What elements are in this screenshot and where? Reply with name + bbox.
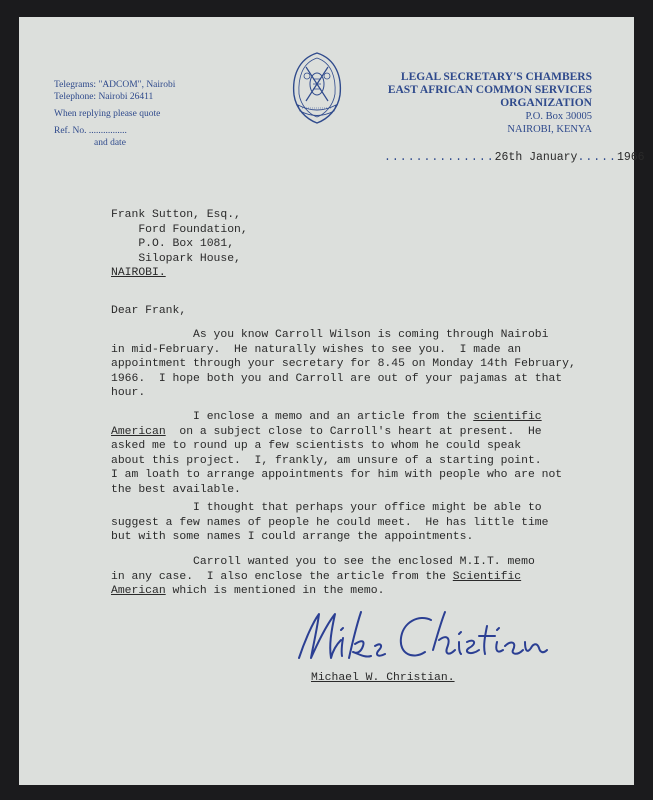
addressee-city: NAIROBI. [111, 267, 166, 280]
coat-of-arms-seal-icon [284, 49, 350, 127]
addressee-line: P.O. Box 1081, [111, 238, 235, 251]
body-paragraph-3: I thought that perhaps your office might be able to suggest a few names of people he could meet. He has little time but with some names I could arrange the appointments. [111, 502, 549, 544]
date-dots-mid: ..... [577, 151, 617, 164]
city: NAIROBI, KENYA [507, 124, 592, 135]
typed-signatory-name: Michael W. Christian. [311, 672, 455, 684]
p4-text: Carroll wanted you to see the enclosed M.I.T. memo in any case. I also enclose the article from the [111, 556, 535, 583]
body-paragraph-2 [111, 410, 591, 498]
telegrams-line: Telegrams: "ADCOM", Nairobi [54, 80, 176, 90]
telephone-line: Telephone: Nairobi 26411 [54, 92, 154, 102]
p2-text: I enclose a memo and an article from the [111, 411, 474, 423]
body-paragraph-4 [111, 555, 591, 599]
p2-journal-title: scientific [473, 411, 542, 423]
p2-text-2: on a subject close to Carroll's heart at present. He asked me to round up a few scientists to whom he could speak about this project. I, frankly, am unsure of a starting point. I am loath to arrange appointments for him with people who are not the best available. [111, 425, 563, 496]
p4-journal-title: Scientific [452, 570, 522, 583]
letter-page [19, 17, 645, 785]
letter-date [384, 151, 645, 164]
addressee-line: Ford Foundation, [111, 223, 248, 236]
date-day-month: 26th January [494, 151, 578, 164]
salutation: Dear Frank, [111, 305, 187, 317]
p4-text-2: which is mentioned in the memo. [165, 585, 385, 598]
addressee-line: Frank Sutton, Esq., [111, 209, 241, 221]
addressee-block [111, 208, 591, 281]
body-paragraph-1: As you know Carroll Wilson is coming through Nairobi in mid-February. He naturally wishes to see you. I made an appointment through your secretary for 8.45 on Monday 14th February, 1966. I hope both you and Carroll are out of your pajamas at that hour. [111, 329, 576, 400]
handwritten-signature [291, 600, 551, 670]
p4-journal-title-2: American [111, 585, 166, 598]
po-box: P.O. Box 30005 [525, 111, 592, 122]
date-year-suffix: 66 [630, 151, 645, 164]
org-line-2: EAST AFRICAN COMMON SERVICES [387, 84, 592, 96]
replying-note: When replying please quote [54, 109, 161, 119]
org-line-3: ORGANIZATION [500, 97, 592, 109]
letterhead-organization [388, 71, 592, 136]
p2-journal-title-2: American [111, 425, 166, 438]
addressee-line: Silopark House, [111, 252, 241, 265]
date-dots: .............. [384, 151, 495, 164]
and-date-line: and date [94, 138, 126, 148]
org-line-1: LEGAL SECRETARY'S CHAMBERS [400, 71, 592, 83]
ref-no-line: Ref. No. ................ [54, 126, 127, 136]
letterhead-contact [54, 79, 175, 149]
date-year-prefix: 19 [616, 151, 631, 164]
